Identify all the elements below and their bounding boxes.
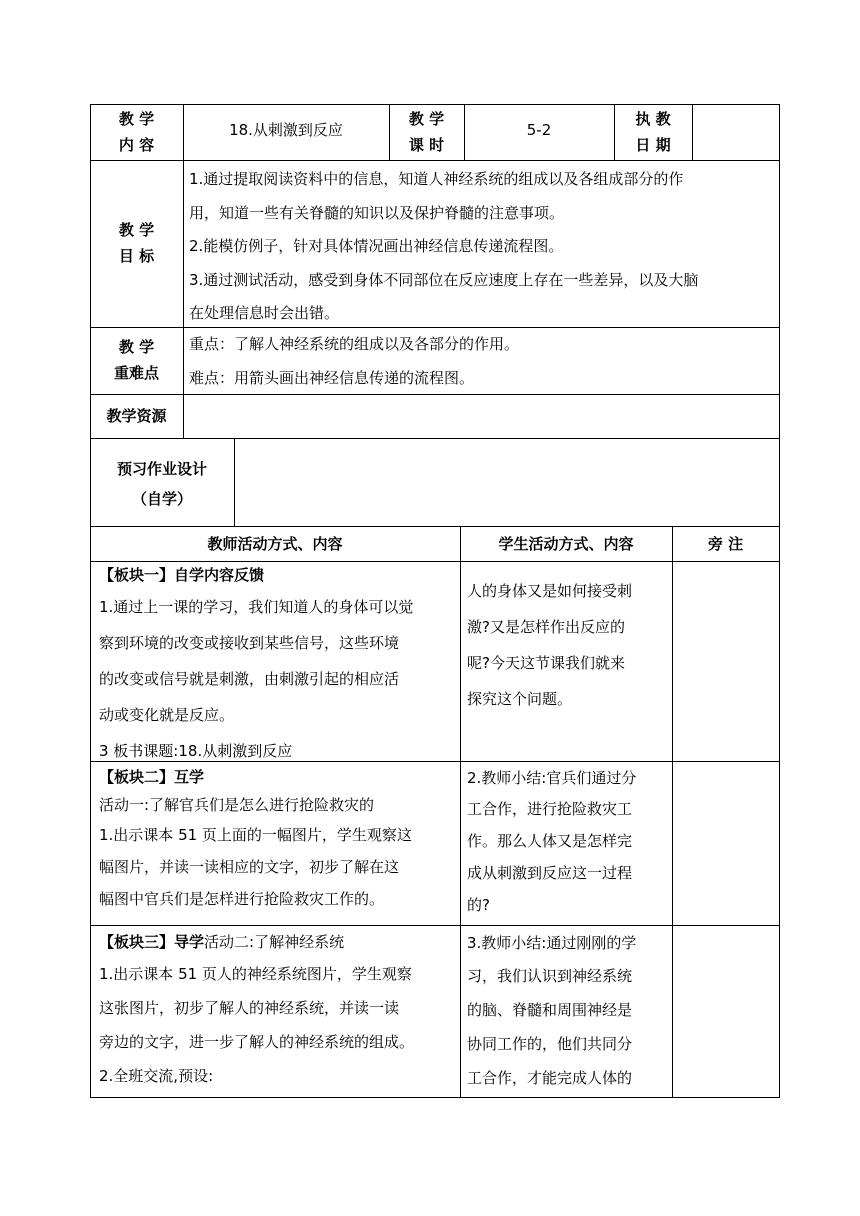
- block3-line: 2.全班交流,预设:: [99, 1067, 214, 1085]
- block1-line: 的改变或信号就是刺激，由刺激引起的相应活: [99, 670, 400, 688]
- block3-line: 这张图片，初步了解人的神经系统，并读一读: [99, 999, 400, 1017]
- key-points-text: [189, 328, 519, 395]
- row-line-top: [90, 104, 780, 105]
- block2-title: 【板块二】互学: [99, 768, 205, 786]
- resources-label: 教学资源: [106, 407, 167, 425]
- block1-student-line: 呢?今天这节课我们就来: [467, 654, 625, 672]
- block2-student-line: 的?: [467, 896, 490, 914]
- key-points-label: 教 学 重难点: [113, 338, 159, 382]
- objective-line: 2.能模仿例子，针对具体情况画出神经信息传递流程图。: [189, 237, 564, 255]
- row-line-4: [90, 438, 780, 439]
- block3-title-rest: 活动二:了解神经系统: [204, 933, 345, 951]
- block1-line: 动或变化就是反应。: [99, 706, 235, 724]
- block2-line: 幅图片，并读一读相应的文字，初步了解在这: [99, 858, 400, 876]
- block3-line: 旁边的文字，进一步了解人的神经系统的组成。: [99, 1033, 415, 1051]
- preview-label: 预习作业设计 （自学）: [116, 460, 207, 508]
- objective-line: 1.通过提取阅读资料中的信息，知道人神经系统的组成以及各组成部分的作: [189, 170, 684, 188]
- key-point-line: 重点：了解人神经系统的组成以及各部分的作用。: [189, 335, 520, 353]
- key-point-line: 难点：用箭头画出神经信息传递的流程图。: [189, 368, 475, 387]
- block2-student-line: 2.教师小结:官兵们通过分: [467, 769, 637, 787]
- block1-line: 1.通过上一课的学习，我们知道人的身体可以觉: [99, 598, 414, 616]
- block1-student: [467, 573, 667, 717]
- block2-teacher: [99, 763, 457, 915]
- block1-student-line: 激?又是怎样作出反应的: [467, 618, 625, 636]
- row-line-8: [90, 925, 780, 926]
- col-line-preview: [234, 438, 235, 526]
- block1-teacher: [99, 561, 457, 769]
- student-activity-header: 学生活动方式、内容: [498, 535, 634, 553]
- block3-student-line: 3.教师小结:通过刚刚的学: [467, 934, 637, 952]
- table-border-right: [779, 104, 780, 1098]
- row-line-bottom: [90, 1097, 780, 1098]
- block3-student-line: 协同工作的，他们共同分: [467, 1035, 633, 1053]
- block3-title: 【板块三】导学: [99, 933, 205, 951]
- block1-student-line: 探究这个问题。: [467, 690, 573, 708]
- content-label: 教 学 内 容: [118, 110, 155, 154]
- block2-student: [467, 763, 667, 921]
- block1-student-line: 人的身体又是如何接受刺: [467, 582, 633, 600]
- block3-line: 1.出示课本 51 页人的神经系统图片，学生观察: [99, 965, 412, 983]
- objective-line: 在处理信息时会出错。: [189, 304, 340, 322]
- content-value: 18.从刺激到反应: [229, 121, 343, 139]
- row-line-1: [90, 160, 780, 161]
- col-line-label: [183, 160, 184, 438]
- block2-student-line: 成从刺激到反应这一过程: [467, 864, 633, 882]
- block1-title: 【板块一】自学内容反馈: [99, 566, 265, 584]
- block2-line: 活动一:了解官兵们是怎么进行抢险救灾的: [99, 796, 375, 814]
- block3-student-line: 工合作，才能完成人体的: [467, 1069, 633, 1087]
- notes-header: 旁 注: [707, 535, 744, 553]
- block2-student-line: 工合作，进行抢险救灾工: [467, 800, 633, 818]
- block1-line: 3 板书课题:18.从刺激到反应: [99, 742, 293, 760]
- col-line-activity-2: [672, 526, 673, 1097]
- hours-value: 5-2: [526, 121, 552, 139]
- hours-label: 教 学 课 时: [408, 110, 445, 154]
- objective-line: 用，知道一些有关脊髓的知识以及保护脊髓的注意事项。: [189, 203, 565, 222]
- row-line-5: [90, 526, 780, 527]
- block3-student: [467, 927, 667, 1095]
- block2-student-line: 作。那么人体又是怎样完: [467, 832, 633, 850]
- block3-teacher: [99, 927, 457, 1093]
- col-line-h5: [692, 104, 693, 160]
- objectives-label: 教 学 目 标: [118, 221, 155, 265]
- col-line-activity-1: [460, 526, 461, 1097]
- objective-line: 3.通过测试活动，感受到身体不同部位在反应速度上存在一些差异，以及大脑: [189, 270, 699, 289]
- block3-student-line: 的脑、脊髓和周围神经是: [467, 1001, 633, 1019]
- block1-line: 察到环境的改变或接收到某些信号，这些环境: [99, 634, 400, 652]
- date-label: 执 教 日 期: [635, 110, 671, 154]
- block2-line: 1.出示课本 51 页上面的一幅图片，学生观察这: [99, 826, 412, 844]
- objectives-text: [189, 163, 698, 331]
- block3-title-line: [99, 927, 457, 957]
- teacher-activity-header: 教师活动方式、内容: [207, 535, 343, 553]
- block2-line: 幅图中官兵们是怎样进行抢险救灾工作的。: [99, 890, 385, 908]
- block3-student-line: 习，我们认识到神经系统: [467, 967, 633, 985]
